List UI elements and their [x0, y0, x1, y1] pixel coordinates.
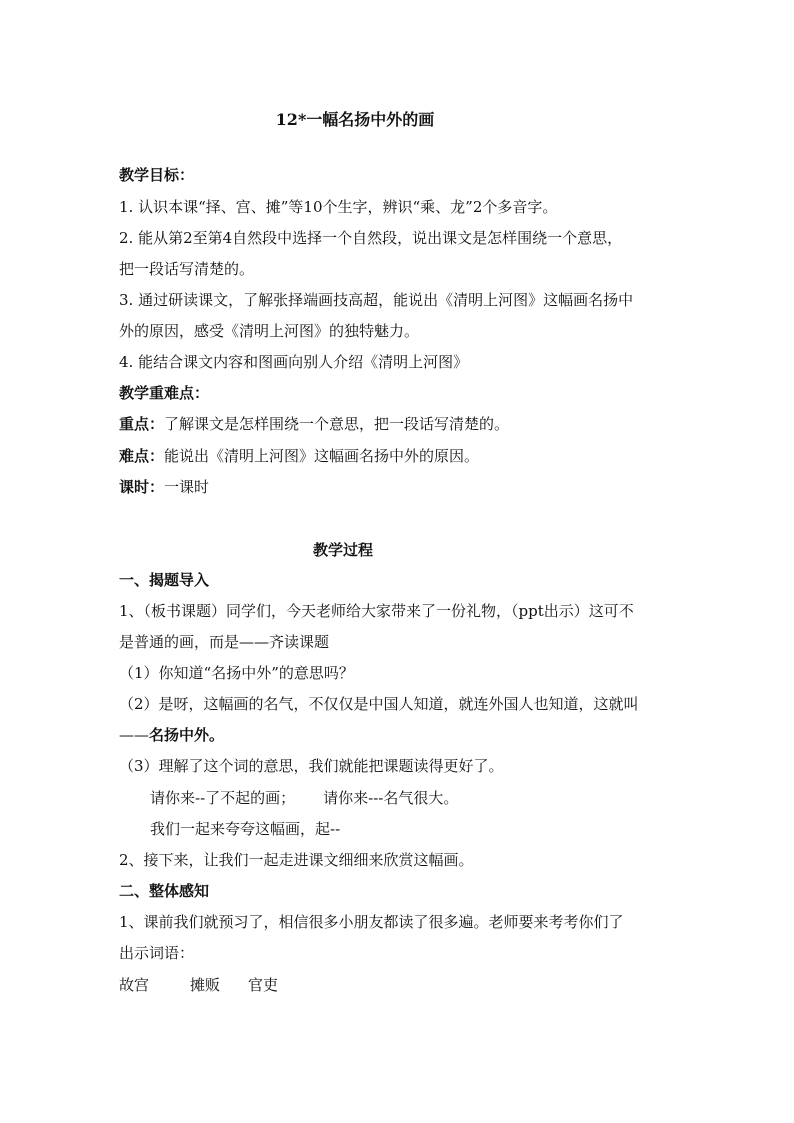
period-label: 课时：: [119, 478, 165, 496]
section-heading: 二、整体感知: [119, 882, 210, 900]
difficulty-point: [119, 446, 479, 466]
paragraph-line: 是普通的画，而是——齐读课题: [119, 633, 330, 651]
key-text: 了解课文是怎样围绕一个意思，把一段话写清楚的。: [164, 415, 510, 433]
section-heading: 一、揭题导入: [119, 571, 210, 589]
goal-line: 把一段话写清楚的。: [119, 260, 255, 278]
question-line: （2）是呀，这幅画的名气，不仅仅是中国人知道，就连外国人也知道，这就叫: [119, 695, 639, 713]
reading-line: [150, 788, 458, 808]
reading-line: 我们一起来夸夸这幅画，起--: [150, 820, 341, 838]
vocab-word: 摊贩: [190, 976, 221, 994]
vocab-word: 官吏: [248, 976, 279, 994]
goals-heading: 教学目标：: [119, 166, 195, 184]
difficulty-text: 能说出《清明上河图》这幅画名扬中外的原因。: [164, 447, 480, 465]
class-period: [119, 477, 209, 497]
goal-line: 外的原因，感受《清明上河图》的独特魅力。: [119, 322, 420, 340]
emphasis-term: 名扬中外。: [149, 726, 225, 744]
process-heading: 教学过程: [312, 541, 373, 559]
goal-line: 1. 认识本课“择、宫、摊”等10个生字，辨识“乘、龙”2个多音字。: [119, 198, 558, 216]
paragraph-line: 2、接下来，让我们一起走进课文细细来欣赏这幅画。: [119, 851, 474, 869]
paragraph-line: 出示词语：: [119, 944, 195, 962]
reading-prompt: 请你来--了不起的画；: [150, 789, 296, 807]
paragraph-line: 1、课前我们就预习了，相信很多小朋友都读了很多遍。老师要来考考你们了: [119, 913, 624, 931]
goal-line: 2. 能从第2至第4自然段中选择一个自然段，说出课文是怎样围绕一个意思，: [119, 229, 623, 247]
vocab-word: 故宫: [119, 976, 150, 994]
vocabulary-list: [119, 975, 278, 995]
question-line: （3）理解了这个词的意思，我们就能把课题读得更好了。: [119, 757, 504, 775]
dash: ——: [119, 726, 149, 744]
question-line: （1）你知道“名扬中外”的意思吗？: [119, 664, 354, 682]
paragraph-line: 1、（板书课题）同学们，今天老师给大家带来了一份礼物，（ppt出示）这可不: [119, 602, 634, 620]
question-line: [119, 725, 224, 745]
key-points-heading: 教学重难点：: [119, 384, 210, 402]
key-label: 重点：: [119, 415, 165, 433]
lesson-title: 12*一幅名扬中外的画: [275, 110, 435, 129]
reading-prompt: 请你来---名气很大。: [323, 789, 459, 807]
difficulty-label: 难点：: [119, 447, 165, 465]
goal-line: 4. 能结合课文内容和图画向别人介绍《清明上河图》: [119, 353, 469, 371]
period-text: 一课时: [164, 478, 210, 496]
goal-line: 3. 通过研读课文，了解张择端画技高超，能说出《清明上河图》这幅画名扬中: [119, 291, 634, 309]
key-point: [119, 414, 509, 434]
